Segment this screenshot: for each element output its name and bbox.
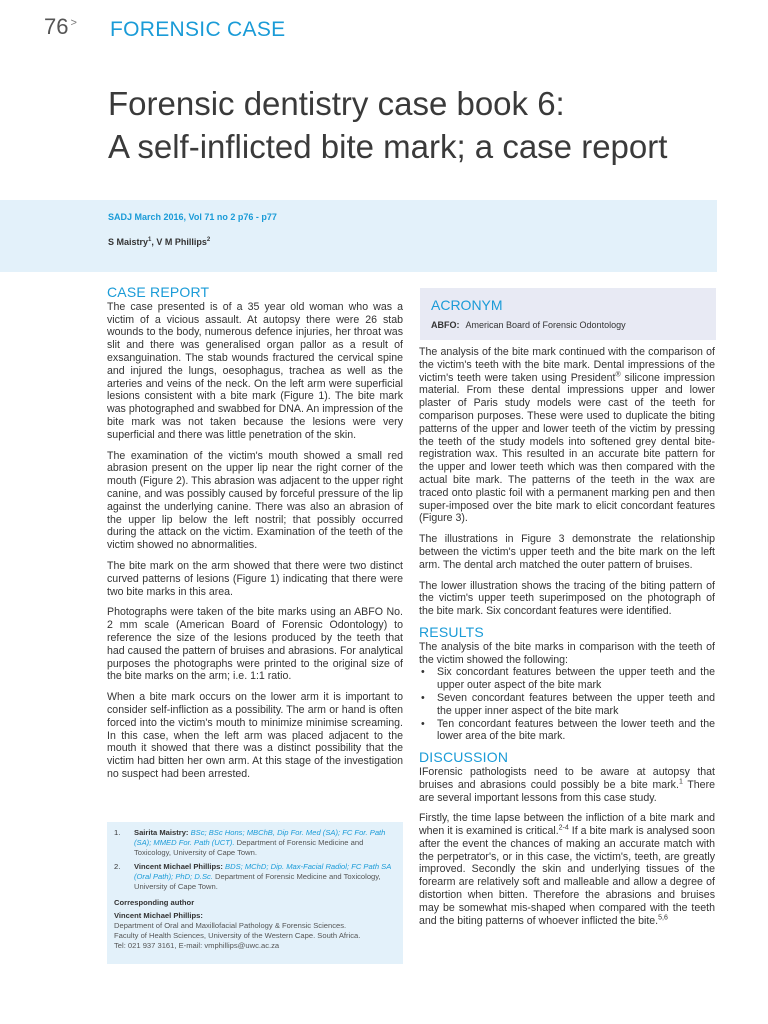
results-intro: The analysis of the bite marks in comparison with the teeth of the victim showed the following: <box>419 640 715 666</box>
acronym-box <box>420 288 716 340</box>
left-column <box>107 286 403 789</box>
case-report-heading: CASE REPORT <box>107 284 210 300</box>
right-column <box>419 346 715 935</box>
reference-marker: 5,6 <box>658 914 668 922</box>
discussion-paragraph <box>419 812 715 927</box>
discussion-paragraph <box>419 766 715 804</box>
text-run: There are several important lessons from this case study. <box>419 778 715 804</box>
page-number <box>44 14 77 40</box>
affiliation-degrees: BSc; BSc Hons; MBChB, Dip For. Med (SA); FC For. Path (SA); MMED For. Path (UCT). <box>134 828 386 847</box>
text-run: silicone impression material. From these dental impressions upper and lower plaster of Paris study models were cast of the teeth for comparison purposes. These were used to duplicate the biting patterns of the upper and lower teeth of the victim by pressing the teeth of the study models into softened grey dental bite-registration wax. This resulted in an accurate bite pattern for the upper and lower teeth which was then compared with the actual bite mark. The patterns of the teeth in the wax are traced onto plastic foil with a permanent marking pen and then super-imposed over the bite mark to elicit concordant features (Figure 3). <box>419 371 716 525</box>
analysis-paragraph <box>419 346 715 525</box>
article-title-line1: Forensic dentistry case book 6: <box>108 85 565 122</box>
affiliation-name: Sairita Maistry: <box>134 828 189 837</box>
analysis-paragraph: The illustrations in Figure 3 demonstrate the relationship between the victim's upper teeth and the bite mark on the left arm. The dental arch matched the outer pattern of bruises. <box>419 533 715 571</box>
acronym-abbr: ABFO: <box>431 320 460 330</box>
journal-citation: SADJ March 2016, Vol 71 no 2 p76 - p77 <box>108 212 277 222</box>
corresponding-author-heading: Corresponding author <box>114 898 195 907</box>
discussion-heading: DISCUSSION <box>419 749 509 766</box>
article-title <box>108 82 748 168</box>
affiliations <box>114 828 398 951</box>
text-run: If a bite mark is analysed soon after the event the chances of making an accurate match with the perpetrator's, or in this case, the victim's, teeth, are greatly improved. Secondly the skin and underlying tissues of the forearm are relatively soft and malleable and allow a degree of distortion when bitten. Therefore the abrasions and bruises may be somewhat mis-shaped when compared with the teeth and the biting patterns of whoever inflicted the bite. <box>419 825 715 927</box>
analysis-paragraph: The lower illustration shows the tracing of the biting pattern of the victim's upper teeth superimposed on the photograph of the bite mark. Six concordant features were identified. <box>419 579 715 618</box>
affiliation-number: 1. <box>114 828 121 837</box>
results-list <box>419 666 715 743</box>
text-run: The analysis of the bite mark continued with the comparison of the victim's teeth with the bite mark. Dental impressions of the victim's teeth were taken using President <box>419 346 715 384</box>
corresponding-author-address: Faculty of Health Sciences, University of the Western Cape. South Africa. <box>114 931 361 940</box>
affiliation-department: Department of Forensic Medicine and Toxicology, University of Cape Town. <box>134 838 364 857</box>
case-report-paragraph: The case presented is of a 35 year old woman who was a victim of a vicious assault. At autopsy there were 26 stab wounds to the body, numerous defence injuries, her throat was slit and there was generalised organ pallor as a result of exsanguination. The stab wounds fractured the cervical spine and injured the lungs, oesophagus, trachea as well as the arteries and veins of the neck. On the left arm were superficial lesions consistent with a bite mark (Figure 1). The bite mark was photographed and swabbed for DNA. An impression of the bite mark was not taken because the lesions were very superficial and there was little penetration of the skin. <box>107 300 403 441</box>
affiliation-item <box>114 828 398 858</box>
acronym-heading: ACRONYM <box>431 297 503 313</box>
case-report-paragraph: The examination of the victim's mouth showed a small red abrasion present on the upper lip near the right corner of the mouth (Figure 2). This abrasion was adjacent to the upper right canine, and was possibly caused by forceful pressure of the lip against the underlying canine. There was also an abrasion of the upper lip below the left nostril; that possibly occurred during the attack on the victim. Examination of the teeth of the victim showed no abnormalities. <box>107 449 403 552</box>
reference-marker: 2-4 <box>558 824 569 832</box>
registered-mark: ® <box>615 371 621 379</box>
corresponding-author-contact: Tel: 021 937 3161, E-mail: vmphillips@uwc.ac.za <box>114 941 280 950</box>
author-1-sup: 1 <box>148 237 152 243</box>
case-report-paragraph: Photographs were taken of the bite marks using an ABFO No. 2 mm scale (American Board of Forensic Odontology) to reference the size of the lesions produced by the teeth that had caused the pattern of bruises and abrasions. For analytical purposes the photographs were printed to the original size of the bite marks on the arm; i.e. 1:1 ratio. <box>107 606 403 683</box>
affiliation-item <box>114 862 398 892</box>
affiliation-list <box>114 828 398 892</box>
author-2: , V M Phillips <box>151 237 207 247</box>
page-marker: > <box>70 16 77 29</box>
list-item: • Ten concordant features between the lower teeth and the lower area of the bite mark. <box>419 718 715 744</box>
article-title-line2: A self-inflicted bite mark; a case report <box>108 128 668 165</box>
reference-marker: 1 <box>678 778 683 786</box>
page-number-text: 76 <box>44 14 69 39</box>
acronym-full: American Board of Forensic Odontology <box>465 320 626 330</box>
author-2-sup: 2 <box>206 237 211 243</box>
corresponding-author-name: Vincent Michael Phillips: <box>114 911 203 920</box>
affiliation-department: Department of Forensic Medicine and Toxicology, University of Cape Town. <box>134 872 381 891</box>
results-heading: RESULTS <box>419 623 484 640</box>
affiliation-number: 2. <box>114 862 121 871</box>
author-list <box>108 237 210 247</box>
text-run: IForensic pathologists need to be aware at autopsy that bruises and abrasions could possibly be a bite mark. <box>419 765 715 791</box>
corresponding-author-address: Department of Oral and Maxillofacial Pathology & Forensic Sciences. <box>114 921 347 930</box>
affiliation-degrees: BDS; MChD; Dip. Max-Facial Radiol; FC Path SA (Oral Path); PhD; D.Sc. <box>134 862 391 881</box>
meta-band <box>0 200 717 272</box>
case-report-paragraph: The bite mark on the arm showed that there were two distinct curved patterns of lesions (Figure 1) indicating that there were two bite marks in this area. <box>107 559 403 598</box>
list-item: • Seven concordant features between the upper teeth and the upper inner aspect of the bite mark <box>419 692 715 718</box>
case-report-paragraph: When a bite mark occurs on the lower arm it is important to consider self-infliction as a possibility. The arm or hand is often forced into the victim's mouth to minimize minimise screaming. In this case, when the left arm was placed adjacent to the mouth it showed that there was a distinct possibility that the victim had bitten her own arm. At this stage of the investigation no suspect had been arrested. <box>107 691 403 780</box>
acronym-entry <box>431 320 626 330</box>
section-title: FORENSIC CASE <box>110 18 286 41</box>
text-run: Firstly, the time lapse between the infliction of a bite mark and when it is examined is critical. <box>419 812 715 838</box>
author-1: S Maistry <box>108 237 149 247</box>
list-item: • Six concordant features between the upper teeth and the upper outer aspect of the bite mark <box>419 666 715 692</box>
affiliation-name: Vincent Michael Phillips: <box>134 862 223 871</box>
